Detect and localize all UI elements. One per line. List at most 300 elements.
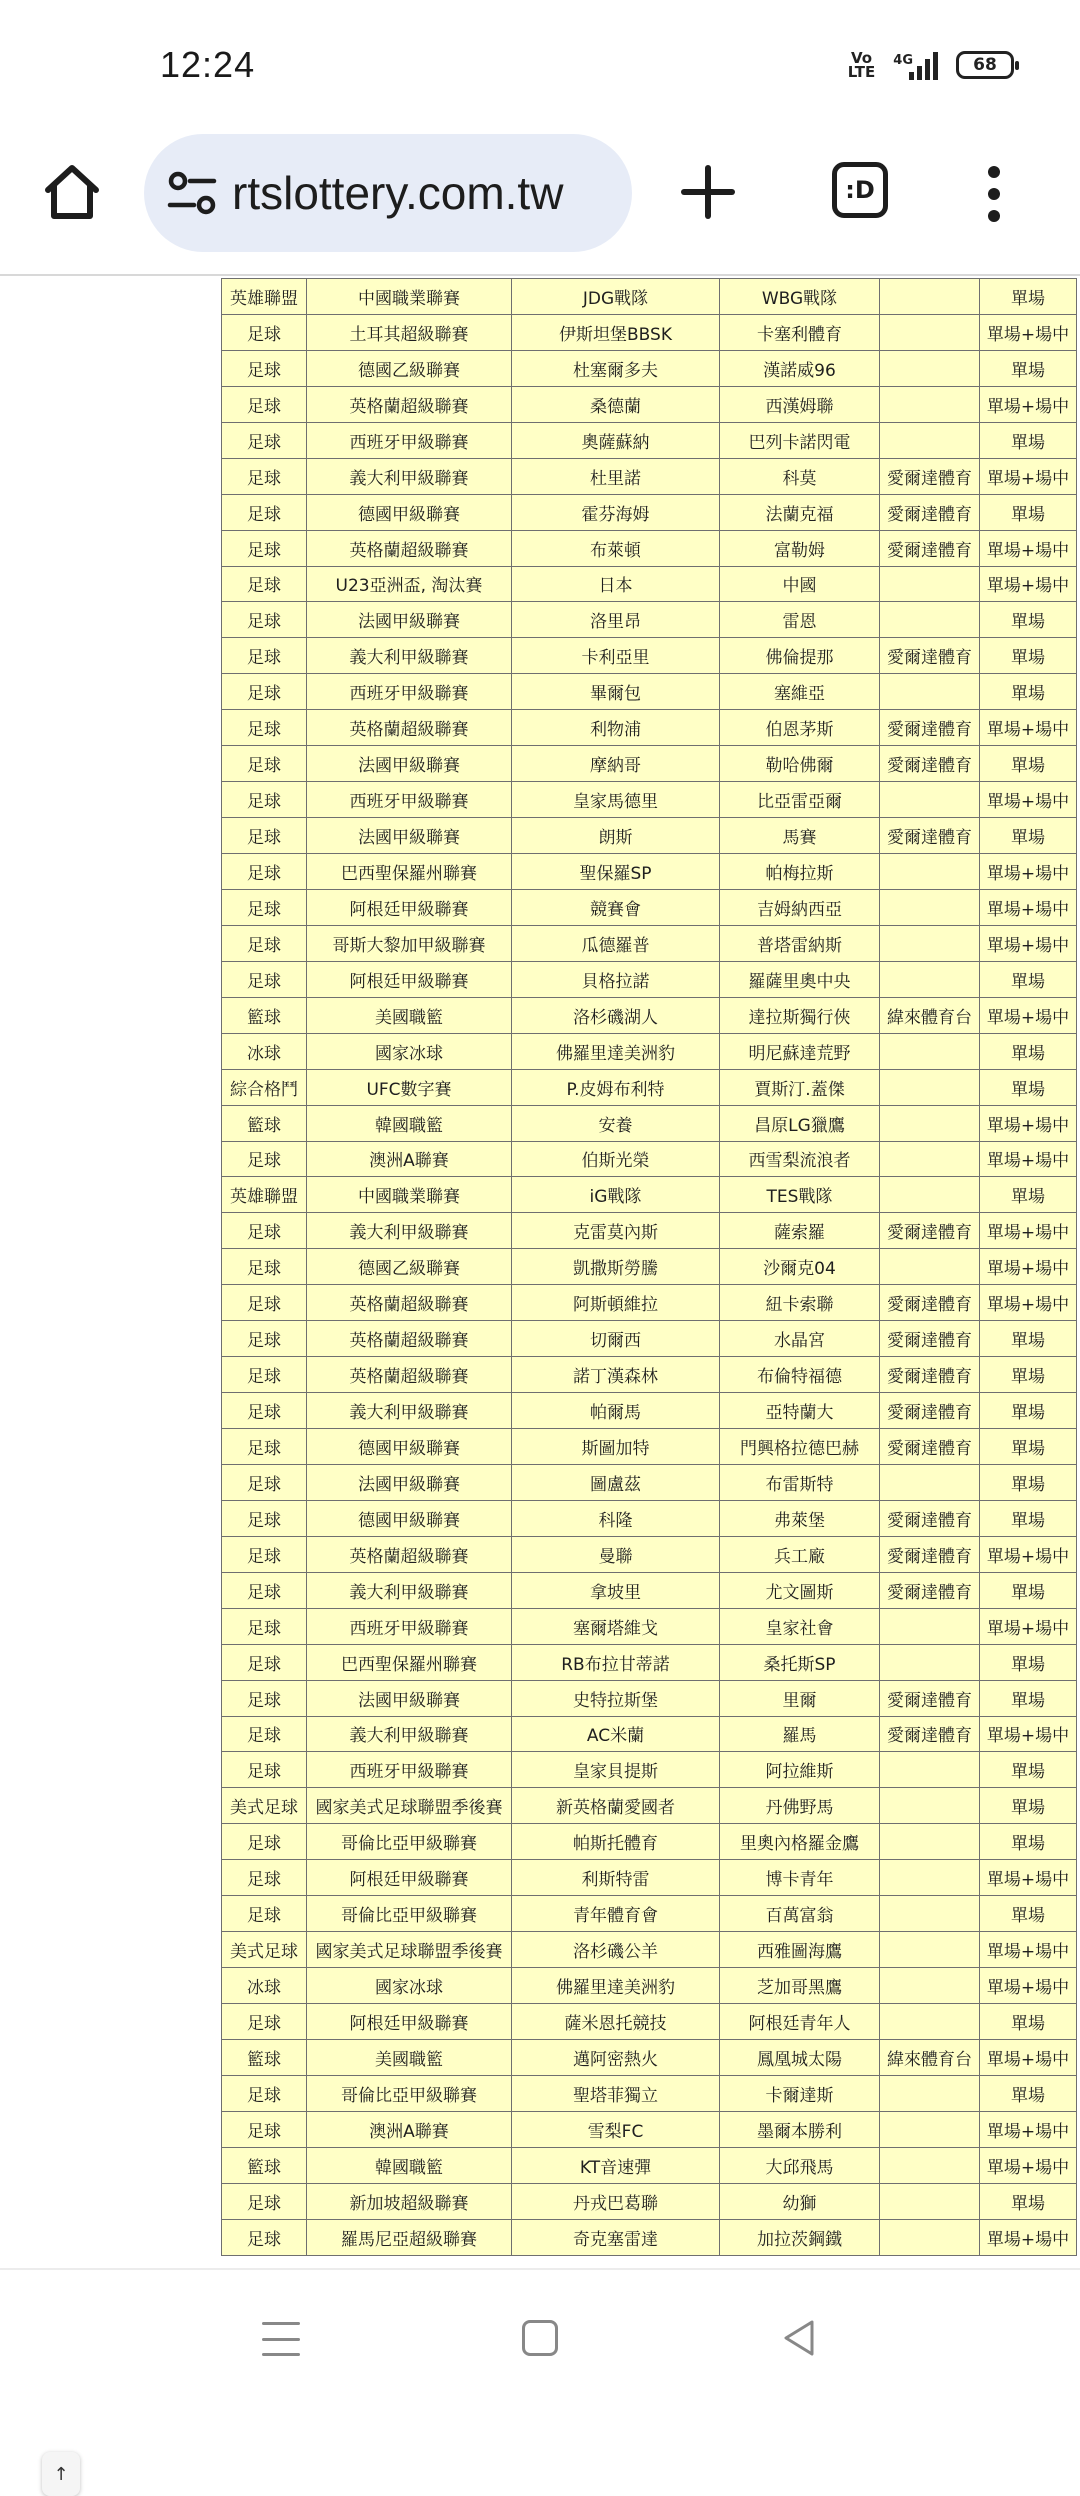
broadcast-cell xyxy=(880,961,980,997)
bet-type-cell: 單場+場中 xyxy=(980,2219,1077,2255)
table-row xyxy=(222,1788,1077,1824)
league-cell: 哥斯大黎加甲級聯賽 xyxy=(307,925,512,961)
league-cell: 羅馬尼亞超級聯賽 xyxy=(307,2219,512,2255)
sport-cell: 足球 xyxy=(222,2111,307,2147)
broadcast-cell xyxy=(880,1033,980,1069)
table-row xyxy=(222,1500,1077,1536)
broadcast-cell: 愛爾達體育 xyxy=(880,1716,980,1752)
sport-cell: 冰球 xyxy=(222,1968,307,2004)
away-team-cell: 佛倫提那 xyxy=(720,638,880,674)
bet-type-cell: 單場 xyxy=(980,279,1077,315)
home-team-cell: 克雷莫內斯 xyxy=(512,1213,720,1249)
sport-cell: 足球 xyxy=(222,350,307,386)
bet-type-cell: 單場+場中 xyxy=(980,458,1077,494)
league-cell: 西班牙甲級聯賽 xyxy=(307,782,512,818)
league-cell: 義大利甲級聯賽 xyxy=(307,1213,512,1249)
table-row xyxy=(222,1321,1077,1357)
sport-cell: 足球 xyxy=(222,2219,307,2255)
sport-cell: 足球 xyxy=(222,530,307,566)
table-row xyxy=(222,925,1077,961)
broadcast-cell: 愛爾達體育 xyxy=(880,458,980,494)
league-cell: 德國甲級聯賽 xyxy=(307,1429,512,1465)
sport-cell: 足球 xyxy=(222,1716,307,1752)
home-nav-button[interactable] xyxy=(522,2320,558,2356)
table-row xyxy=(222,602,1077,638)
broadcast-cell: 愛爾達體育 xyxy=(880,1321,980,1357)
broadcast-cell: 愛爾達體育 xyxy=(880,1213,980,1249)
home-team-cell: 日本 xyxy=(512,566,720,602)
league-cell: 國家冰球 xyxy=(307,1033,512,1069)
table-row xyxy=(222,2075,1077,2111)
bet-type-cell: 單場+場中 xyxy=(980,1213,1077,1249)
bet-type-cell: 單場+場中 xyxy=(980,997,1077,1033)
away-team-cell: 達拉斯獨行俠 xyxy=(720,997,880,1033)
sport-cell: 足球 xyxy=(222,1249,307,1285)
broadcast-cell: 愛爾達體育 xyxy=(880,1393,980,1429)
away-team-cell: 西漢姆聯 xyxy=(720,386,880,422)
sport-cell: 足球 xyxy=(222,602,307,638)
bet-type-cell: 單場+場中 xyxy=(980,2111,1077,2147)
away-team-cell: 百萬富翁 xyxy=(720,1896,880,1932)
broadcast-cell: 愛爾達體育 xyxy=(880,710,980,746)
away-team-cell: 丹佛野馬 xyxy=(720,1788,880,1824)
status-bar xyxy=(0,0,1080,124)
table-row xyxy=(222,494,1077,530)
table-row xyxy=(222,638,1077,674)
league-cell: 英格蘭超級聯賽 xyxy=(307,530,512,566)
league-cell: 西班牙甲級聯賽 xyxy=(307,422,512,458)
league-cell: 德國乙級聯賽 xyxy=(307,350,512,386)
table-row xyxy=(222,2039,1077,2075)
broadcast-cell: 愛爾達體育 xyxy=(880,1500,980,1536)
broadcast-cell xyxy=(880,854,980,890)
away-team-cell: 西雅圖海鷹 xyxy=(720,1932,880,1968)
home-team-cell: 瓜德羅普 xyxy=(512,925,720,961)
sport-cell: 足球 xyxy=(222,314,307,350)
status-icons xyxy=(848,50,1014,80)
away-team-cell: 卡塞利體育 xyxy=(720,314,880,350)
league-cell: 英格蘭超級聯賽 xyxy=(307,1321,512,1357)
sport-cell: 足球 xyxy=(222,1680,307,1716)
bet-type-cell: 單場+場中 xyxy=(980,1285,1077,1321)
sport-cell: 足球 xyxy=(222,2183,307,2219)
league-cell: 韓國職籃 xyxy=(307,2147,512,2183)
league-cell: 法國甲級聯賽 xyxy=(307,1680,512,1716)
home-icon xyxy=(40,160,104,224)
bet-type-cell: 單場 xyxy=(980,1069,1077,1105)
table-row xyxy=(222,889,1077,925)
away-team-cell: 卡爾達斯 xyxy=(720,2075,880,2111)
away-team-cell: 弗萊堡 xyxy=(720,1500,880,1536)
league-cell: 新加坡超級聯賽 xyxy=(307,2183,512,2219)
table-row xyxy=(222,2004,1077,2040)
overflow-menu-button[interactable] xyxy=(980,166,1008,222)
league-cell: 英格蘭超級聯賽 xyxy=(307,386,512,422)
page-content xyxy=(0,278,1080,2485)
table-row xyxy=(222,350,1077,386)
away-team-cell: 墨爾本勝利 xyxy=(720,2111,880,2147)
away-team-cell: 布倫特福德 xyxy=(720,1357,880,1393)
league-cell: 澳洲A聯賽 xyxy=(307,2111,512,2147)
table-row xyxy=(222,2111,1077,2147)
league-cell: 義大利甲級聯賽 xyxy=(307,1572,512,1608)
back-button[interactable] xyxy=(780,2318,820,2358)
bet-type-cell: 單場+場中 xyxy=(980,925,1077,961)
home-team-cell: 安養 xyxy=(512,1105,720,1141)
league-cell: 澳洲A聯賽 xyxy=(307,1141,512,1177)
home-team-cell: 布萊頓 xyxy=(512,530,720,566)
table-row xyxy=(222,422,1077,458)
league-cell: 美國職籃 xyxy=(307,2039,512,2075)
broadcast-cell xyxy=(880,1177,980,1213)
league-cell: 英格蘭超級聯賽 xyxy=(307,710,512,746)
sport-cell: 足球 xyxy=(222,1896,307,1932)
away-team-cell: 薩索羅 xyxy=(720,1213,880,1249)
broadcast-cell: 愛爾達體育 xyxy=(880,1429,980,1465)
menu-dot-icon xyxy=(988,166,1000,178)
sport-cell: 足球 xyxy=(222,1321,307,1357)
bet-type-cell: 單場+場中 xyxy=(980,1860,1077,1896)
home-team-cell: JDG戰隊 xyxy=(512,279,720,315)
home-team-cell: 曼聯 xyxy=(512,1536,720,1572)
bet-type-cell: 單場+場中 xyxy=(980,1608,1077,1644)
tab-switcher-label: :D xyxy=(845,176,875,204)
bet-type-cell: 單場+場中 xyxy=(980,1249,1077,1285)
network-type: 4G xyxy=(893,53,913,68)
home-team-cell: 洛杉磯公羊 xyxy=(512,1932,720,1968)
away-team-cell: 馬賽 xyxy=(720,818,880,854)
league-cell: 國家美式足球聯盟季後賽 xyxy=(307,1932,512,1968)
table-row xyxy=(222,1357,1077,1393)
bet-type-cell: 單場 xyxy=(980,602,1077,638)
sport-cell: 足球 xyxy=(222,638,307,674)
league-cell: 哥倫比亞甲級聯賽 xyxy=(307,1824,512,1860)
home-team-cell: 佛羅里達美洲豹 xyxy=(512,1033,720,1069)
broadcast-cell xyxy=(880,314,980,350)
bet-type-cell: 單場 xyxy=(980,422,1077,458)
away-team-cell: TES戰隊 xyxy=(720,1177,880,1213)
home-team-cell: 薩米恩托競技 xyxy=(512,2004,720,2040)
table-row xyxy=(222,818,1077,854)
broadcast-cell xyxy=(880,925,980,961)
broadcast-cell xyxy=(880,674,980,710)
table-row xyxy=(222,458,1077,494)
bet-type-cell: 單場+場中 xyxy=(980,566,1077,602)
sport-cell: 足球 xyxy=(222,674,307,710)
bet-type-cell: 單場 xyxy=(980,1500,1077,1536)
away-team-cell: 塞維亞 xyxy=(720,674,880,710)
away-team-cell: 雷恩 xyxy=(720,602,880,638)
sport-cell: 足球 xyxy=(222,1752,307,1788)
sport-cell: 足球 xyxy=(222,566,307,602)
league-cell: 中國職業聯賽 xyxy=(307,279,512,315)
table-row xyxy=(222,314,1077,350)
broadcast-cell xyxy=(880,566,980,602)
table-row xyxy=(222,279,1077,315)
home-team-cell: 塞爾塔維戈 xyxy=(512,1608,720,1644)
table-row xyxy=(222,1644,1077,1680)
league-cell: 德國甲級聯賽 xyxy=(307,494,512,530)
sport-cell: 足球 xyxy=(222,1393,307,1429)
league-cell: 義大利甲級聯賽 xyxy=(307,458,512,494)
away-team-cell: 昌原LG獵鷹 xyxy=(720,1105,880,1141)
away-team-cell: 勒哈佛爾 xyxy=(720,746,880,782)
table-row xyxy=(222,1572,1077,1608)
bet-type-cell: 單場 xyxy=(980,1033,1077,1069)
home-team-cell: 聖保羅SP xyxy=(512,854,720,890)
table-row xyxy=(222,2147,1077,2183)
bet-type-cell: 單場+場中 xyxy=(980,710,1077,746)
league-cell: 英格蘭超級聯賽 xyxy=(307,1357,512,1393)
system-nav-bar xyxy=(0,2268,1080,2400)
away-team-cell: 亞特蘭大 xyxy=(720,1393,880,1429)
home-team-cell: 圖盧茲 xyxy=(512,1464,720,1500)
home-team-cell: RB布拉甘蒂諾 xyxy=(512,1644,720,1680)
bet-type-cell: 單場+場中 xyxy=(980,2039,1077,2075)
table-row xyxy=(222,1069,1077,1105)
sport-cell: 足球 xyxy=(222,1464,307,1500)
table-row xyxy=(222,1680,1077,1716)
league-cell: 美國職籃 xyxy=(307,997,512,1033)
sport-cell: 足球 xyxy=(222,710,307,746)
broadcast-cell xyxy=(880,1932,980,1968)
league-cell: 英格蘭超級聯賽 xyxy=(307,1536,512,1572)
home-button[interactable] xyxy=(38,158,106,226)
sport-cell: 美式足球 xyxy=(222,1788,307,1824)
league-cell: 義大利甲級聯賽 xyxy=(307,1716,512,1752)
signal-icon xyxy=(893,50,938,80)
broadcast-cell xyxy=(880,1608,980,1644)
sport-cell: 綜合格鬥 xyxy=(222,1069,307,1105)
sport-cell: 冰球 xyxy=(222,1033,307,1069)
menu-dot-icon xyxy=(988,188,1000,200)
away-team-cell: 博卡青年 xyxy=(720,1860,880,1896)
sport-cell: 足球 xyxy=(222,1824,307,1860)
away-team-cell: 明尼蘇達荒野 xyxy=(720,1033,880,1069)
broadcast-cell: 愛爾達體育 xyxy=(880,494,980,530)
broadcast-cell xyxy=(880,1069,980,1105)
league-cell: 阿根廷甲級聯賽 xyxy=(307,2004,512,2040)
home-team-cell: AC米蘭 xyxy=(512,1716,720,1752)
table-row xyxy=(222,1536,1077,1572)
league-cell: 法國甲級聯賽 xyxy=(307,602,512,638)
table-row xyxy=(222,2219,1077,2255)
bet-type-cell: 單場 xyxy=(980,674,1077,710)
sport-cell: 足球 xyxy=(222,782,307,818)
sport-cell: 足球 xyxy=(222,1536,307,1572)
league-cell: U23亞洲盃, 淘汰賽 xyxy=(307,566,512,602)
home-team-cell: 伯斯光榮 xyxy=(512,1141,720,1177)
table-row xyxy=(222,566,1077,602)
league-cell: 巴西聖保羅州聯賽 xyxy=(307,854,512,890)
bet-type-cell: 單場 xyxy=(980,638,1077,674)
table-row xyxy=(222,1249,1077,1285)
league-cell: 哥倫比亞甲級聯賽 xyxy=(307,1896,512,1932)
bet-type-cell: 單場+場中 xyxy=(980,1105,1077,1141)
new-tab-button[interactable] xyxy=(676,160,740,224)
broadcast-cell xyxy=(880,1788,980,1824)
home-team-cell: 競賽會 xyxy=(512,889,720,925)
home-team-cell: 帕爾馬 xyxy=(512,1393,720,1429)
bet-type-cell: 單場 xyxy=(980,1824,1077,1860)
away-team-cell: 普塔雷納斯 xyxy=(720,925,880,961)
broadcast-cell xyxy=(880,1141,980,1177)
browser-toolbar xyxy=(0,124,1080,276)
bet-type-cell: 單場 xyxy=(980,1644,1077,1680)
bet-type-cell: 單場 xyxy=(980,2075,1077,2111)
bet-type-cell: 單場+場中 xyxy=(980,782,1077,818)
home-team-cell: 雪梨FC xyxy=(512,2111,720,2147)
table-row xyxy=(222,1213,1077,1249)
league-cell: 義大利甲級聯賽 xyxy=(307,638,512,674)
sport-cell: 籃球 xyxy=(222,997,307,1033)
away-team-cell: 幼獅 xyxy=(720,2183,880,2219)
league-cell: 西班牙甲級聯賽 xyxy=(307,1752,512,1788)
sport-cell: 足球 xyxy=(222,1429,307,1465)
home-team-cell: P.皮姆布利特 xyxy=(512,1069,720,1105)
bet-type-cell: 單場 xyxy=(980,1572,1077,1608)
broadcast-cell xyxy=(880,1896,980,1932)
broadcast-cell: 愛爾達體育 xyxy=(880,1680,980,1716)
broadcast-cell xyxy=(880,1860,980,1896)
away-team-cell: 富勒姆 xyxy=(720,530,880,566)
table-row xyxy=(222,1285,1077,1321)
home-team-cell: 皇家貝提斯 xyxy=(512,1752,720,1788)
league-cell: 法國甲級聯賽 xyxy=(307,1464,512,1500)
broadcast-cell xyxy=(880,1824,980,1860)
table-row xyxy=(222,997,1077,1033)
away-team-cell: 阿拉維斯 xyxy=(720,1752,880,1788)
home-team-cell: 杜里諾 xyxy=(512,458,720,494)
battery-level: 68 xyxy=(973,55,997,75)
home-team-cell: 聖塔菲獨立 xyxy=(512,2075,720,2111)
home-team-cell: 皇家馬德里 xyxy=(512,782,720,818)
sport-cell: 足球 xyxy=(222,746,307,782)
url-text[interactable]: rtslottery.com.tw xyxy=(232,167,564,219)
league-cell: 德國乙級聯賽 xyxy=(307,1249,512,1285)
broadcast-cell: 緯來體育台 xyxy=(880,997,980,1033)
sport-cell: 足球 xyxy=(222,1500,307,1536)
away-team-cell: 法蘭克福 xyxy=(720,494,880,530)
away-team-cell: 羅薩里奧中央 xyxy=(720,961,880,997)
sport-cell: 足球 xyxy=(222,925,307,961)
bet-type-cell: 單場 xyxy=(980,1177,1077,1213)
away-team-cell: WBG戰隊 xyxy=(720,279,880,315)
bet-type-cell: 單場+場中 xyxy=(980,1968,1077,2004)
recent-apps-button[interactable] xyxy=(262,2322,300,2356)
sport-cell: 足球 xyxy=(222,2075,307,2111)
tab-switcher-button[interactable] xyxy=(832,162,888,218)
home-team-cell: 霍芬海姆 xyxy=(512,494,720,530)
league-cell: 阿根廷甲級聯賽 xyxy=(307,889,512,925)
away-team-cell: 皇家社會 xyxy=(720,1608,880,1644)
away-team-cell: 吉姆納西亞 xyxy=(720,889,880,925)
scroll-to-top-button[interactable] xyxy=(42,2452,80,2496)
bet-type-cell: 單場 xyxy=(980,1393,1077,1429)
bet-type-cell: 單場 xyxy=(980,1464,1077,1500)
home-team-cell: 帕斯托體育 xyxy=(512,1824,720,1860)
bet-type-cell: 單場 xyxy=(980,818,1077,854)
sport-cell: 足球 xyxy=(222,1608,307,1644)
broadcast-cell: 愛爾達體育 xyxy=(880,1285,980,1321)
table-row xyxy=(222,854,1077,890)
away-team-cell: 尤文圖斯 xyxy=(720,1572,880,1608)
address-bar[interactable] xyxy=(144,134,632,252)
sport-cell: 英雄聯盟 xyxy=(222,279,307,315)
broadcast-cell xyxy=(880,2111,980,2147)
league-cell: 土耳其超級聯賽 xyxy=(307,314,512,350)
home-team-cell: 奇克塞雷達 xyxy=(512,2219,720,2255)
home-team-cell: 佛羅里達美洲豹 xyxy=(512,1968,720,2004)
table-row xyxy=(222,386,1077,422)
table-row xyxy=(222,782,1077,818)
away-team-cell: 芝加哥黑鷹 xyxy=(720,1968,880,2004)
away-team-cell: 帕梅拉斯 xyxy=(720,854,880,890)
league-cell: 阿根廷甲級聯賽 xyxy=(307,1860,512,1896)
away-team-cell: 里奧內格羅金鷹 xyxy=(720,1824,880,1860)
away-team-cell: 羅馬 xyxy=(720,1716,880,1752)
broadcast-cell: 愛爾達體育 xyxy=(880,1357,980,1393)
away-team-cell: 桑托斯SP xyxy=(720,1644,880,1680)
league-cell: 阿根廷甲級聯賽 xyxy=(307,961,512,997)
broadcast-cell: 愛爾達體育 xyxy=(880,638,980,674)
broadcast-cell xyxy=(880,422,980,458)
home-team-cell: 桑德蘭 xyxy=(512,386,720,422)
sport-cell: 足球 xyxy=(222,1141,307,1177)
broadcast-cell xyxy=(880,1644,980,1680)
home-team-cell: 摩納哥 xyxy=(512,746,720,782)
home-team-cell: 新英格蘭愛國者 xyxy=(512,1788,720,1824)
table-row xyxy=(222,674,1077,710)
sport-cell: 足球 xyxy=(222,1644,307,1680)
sport-cell: 足球 xyxy=(222,1572,307,1608)
broadcast-cell xyxy=(880,350,980,386)
home-team-cell: iG戰隊 xyxy=(512,1177,720,1213)
table-row xyxy=(222,1860,1077,1896)
table-row xyxy=(222,710,1077,746)
league-cell: 英格蘭超級聯賽 xyxy=(307,1285,512,1321)
away-team-cell: 鳳凰城太陽 xyxy=(720,2039,880,2075)
bet-type-cell: 單場 xyxy=(980,1896,1077,1932)
broadcast-cell xyxy=(880,2183,980,2219)
bet-type-cell: 單場+場中 xyxy=(980,1536,1077,1572)
sport-cell: 足球 xyxy=(222,1285,307,1321)
broadcast-cell xyxy=(880,1249,980,1285)
home-team-cell: 史特拉斯堡 xyxy=(512,1680,720,1716)
broadcast-cell xyxy=(880,386,980,422)
broadcast-cell xyxy=(880,1968,980,2004)
away-team-cell: 加拉茨鋼鐵 xyxy=(720,2219,880,2255)
home-team-cell: 阿斯頓維拉 xyxy=(512,1285,720,1321)
arrow-up-icon: ↑ xyxy=(53,2463,69,2485)
table-row xyxy=(222,2183,1077,2219)
sport-cell: 足球 xyxy=(222,422,307,458)
broadcast-cell xyxy=(880,602,980,638)
bet-type-cell: 單場 xyxy=(980,961,1077,997)
broadcast-cell xyxy=(880,279,980,315)
sport-cell: 足球 xyxy=(222,2004,307,2040)
table-row xyxy=(222,1105,1077,1141)
bet-type-cell: 單場 xyxy=(980,1788,1077,1824)
bet-type-cell: 單場 xyxy=(980,746,1077,782)
site-settings-icon[interactable] xyxy=(166,170,218,216)
table-row xyxy=(222,1177,1077,1213)
home-team-cell: 諾丁漢森林 xyxy=(512,1357,720,1393)
league-cell: 法國甲級聯賽 xyxy=(307,818,512,854)
status-time: 12:24 xyxy=(160,44,256,85)
bet-type-cell: 單場 xyxy=(980,2004,1077,2040)
bet-type-cell: 單場 xyxy=(980,1357,1077,1393)
